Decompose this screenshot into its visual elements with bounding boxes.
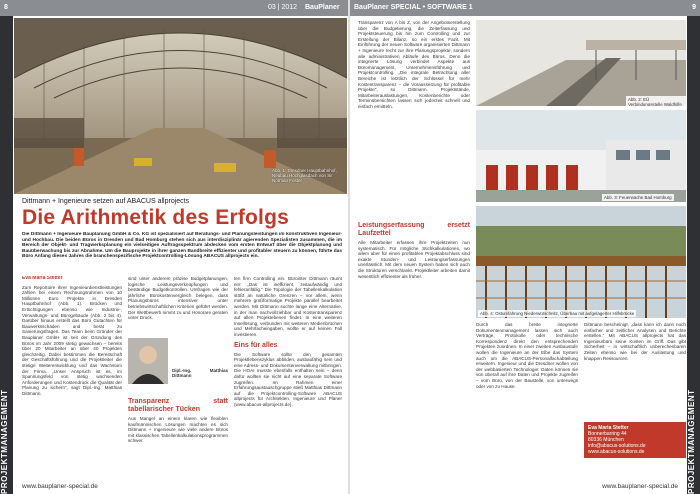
- portrait-photo: [128, 338, 168, 384]
- author-name: Eva Maria Stetter: [22, 276, 63, 281]
- right-column-1b: [358, 222, 470, 480]
- left-footer-url: www.bauplaner-special.de: [22, 483, 98, 490]
- portrait-caption: Dipl.-Ing. Matthias Dittmann: [172, 368, 228, 378]
- left-section-strip: [0, 16, 13, 494]
- left-section-label: PROJEKTMANAGEMENT: [0, 389, 9, 494]
- left-footer: [0, 480, 348, 494]
- subhead-leistungserfassung: Leistungserfassung ersetzt Laufzettel: [358, 222, 470, 237]
- left-column-3-text: ten firm Controlling ein. Bürointer Dittmann räumt ein: „Das ist ineffizient, zeitaufwändig und fehleranfällig.“ Die Topologie der Tabellenkalkulation stößt an natürliche Grenzen – vor allem, wenn mehrere großformatige Projekte parallel bearbeitet werden. Mit Dittmann suchte lange eine Alternative, in der man nachvollziehbar und Kostentransparenz auf allen Projektebenen findet. In eine weiteren Insellösung, verbunden mit weiteren Medienbrüchen und Mehrfacheingaben, wollte er auf keinen Fall investieren.: [234, 276, 342, 337]
- firestation-photo: [476, 110, 686, 202]
- contact-email[interactable]: info@abacus-solutions.de: [588, 443, 646, 449]
- right-footer: [350, 480, 700, 494]
- construction-photo-caption: Abb. 4: Ostumfahrung Niederwürschnitz, Überbau mit aufgelagerter Hilfsbrücke: [480, 311, 635, 316]
- left-issue: 03 | 2012: [268, 4, 298, 11]
- construction-photo: [476, 206, 686, 318]
- firestation-illustration: [476, 110, 686, 202]
- bridge-illustration: [476, 20, 686, 106]
- left-page: [0, 0, 348, 494]
- subhead-eins-fuer-alles: Eins für alles: [234, 341, 278, 349]
- station-photo-caption: Abb. 1: Dresdner Hauptbahnhof, Neubau Hochglasdach von Sir Norman Foster: [272, 168, 337, 183]
- portrait-block: [128, 338, 228, 394]
- right-footer-url: www.bauplaner-special.de: [602, 483, 678, 490]
- left-page-number: 8: [4, 4, 8, 11]
- right-column-1: [358, 20, 470, 220]
- left-column-3: [234, 276, 342, 480]
- right-column-3: [584, 322, 686, 372]
- left-column-3b-text: Die Software sollte den gesamten Projektlebenszyklus abbilden, ausbaufähig sein und eine Adress- und Dokumentenverwaltung mitbringen. Die HOAI musste ebenfalls enthalten sein – denn dafür wollten sie nicht auf eine separate Software zugreifen. Im Rahmen einer Erfahrungsaustauschgruppe stieß Matthias Dittmann auf die Projektcontrolling-Software ABACUS allprojects für Architekten, Ingenieure und Planer (www.abacus-allprojects.de).: [234, 351, 342, 407]
- article-kicker: Dittmann + Ingenieure setzen auf ABACUS allprojects: [22, 198, 190, 205]
- right-page-number: 9: [692, 4, 696, 11]
- article-headline: Die Arithmetik des Erfolgs: [22, 206, 289, 229]
- right-column-1-text: Transparenz von A bis Z, von der Angebotserstellung über die Budgetierung, die Zeiterfassung und Projektsteuerung bis hin zum Controlling und zur Erstellung der Bilanz, so ein erstes Fazit. Mit Einführung der neuen Software organisierten Dittmann + Ingenieure recht zur ihre Planungsprojekte, sondern alle administrativen Abläufe des Büros. Denn die integrierte Lösung verbindet Aspekte aus Büromanagement, Unternehmensführung und Projektcontrolling. „Die integrale Betrachtung aller Bereiche ist letztlich der Schlüssel für mehr Kostentransparenz – die Voraussetzung für profitable Projekte“, so Dittmann. Projektstände, Mitarbeiterauslastungen, Kostenberichte oder Terminübersichten lassen sich jederzeit schnell und einfach ermitteln.: [358, 20, 470, 109]
- left-magazine-name: BauPlaner: [305, 4, 340, 11]
- subhead-transparenz: Transparenz statt tabellarischer Tücken: [128, 398, 228, 413]
- left-top-bar: [0, 0, 348, 16]
- contact-box: [584, 422, 686, 458]
- article-lead: Die Dittmann + Ingenieure Bauplanung GmbH & Co. KG ist spezialisiert auf Beratungs- und Planungsleistungen im konstruktiven Ingenieur- und Hochbau. Die beiden Büros in Dresden und Bad Homburg stehen sich aus interdisziplinär agierenden Spezialisten zusammen, die im Bereich der Objekt- und Tragwerksplanung ein vielseitiges Auftragsspektrum abdecken vom ersten Entwurf über die Objektplanung und Bauüberwachung bis zur Abnahme. Um die Bauprojekte in ihrer ganzen Bandbreite effizienter und profitabler steuern zu können, führte das Büro Anfang dieses Jahres die branchenspezifische Projektcontrolling-Lösung ABACUS allprojects ein.: [22, 232, 342, 260]
- contact-street: Bonnerbarring 44: [588, 431, 627, 437]
- contact-city: 80336 München: [588, 437, 624, 443]
- firestation-photo-caption: Abb. 3: Feuerwache Bad Homburg: [604, 195, 672, 200]
- right-magazine-name: BauPlaner SPECIAL • SOFTWARE 1: [354, 4, 473, 11]
- left-column-1: [22, 276, 122, 480]
- left-column-2b-text: Aus Mangel an einem klaren wie flexiblen kaufmännischen Lösungen machten es sich Dittmann + Ingenieure wie viele andere Büros mit klassischen Tabellenkalkulationsprogrammen schwer.: [128, 416, 228, 444]
- station-photo: [14, 18, 347, 194]
- construction-illustration: [476, 206, 686, 318]
- bridge-photo: [476, 20, 686, 106]
- right-top-bar: [350, 0, 700, 16]
- right-page: [350, 0, 700, 494]
- left-column-1-text: Zum Reportoire ihrer Ingenieurdienstleistungen zählen bei einem Rechnungsrahmen von 10 Millionen Euro Projekte in Dresden Hauptbahnhof (Abb. 1). Brücken und Ertüchtigungen ebenso wie Industrie-, Verwaltungs- und Bürogebäude (Abb. 2 bis 4). Darüber hinaus erstellt das Büro Gutachten für Bauwerksschäden und berät zu Sanierungsfragen. Das Team beim Gründer der Bauplaner GmbH ist seit der Gründung des Büros im Jahr 2009 stetig gewachsen – bereits über 20 Mitarbeiter an über 40 Projekten gleichzeitig. Dabei bestimmen die Bereitschaft der Geschäftsführung und die Projektleiter die stetige Weiterentwicklung und das Wachstum der Firma. „Unser Anspruch ist es, im Spannungsfeld von stetig wachsenden Anforderungen und Kostendruck die Qualität der Planung zu sichern“, sagt Dipl.-Ing. Matthias Dittmann.: [22, 284, 122, 396]
- contact-web[interactable]: www.abacus-solutions.de: [588, 449, 645, 455]
- right-section-label: PROJEKTMANAGEMENT: [687, 389, 696, 494]
- left-column-2-text: sind unter anderem präzise Budgetplanungen, logische Leistungsverknüpfungen und beständige Budgetkontrollen. Umfragen wie der jährliche Bürokostenvergleich belegen, dass Planungsbüros intensiver unter betriebswirtschaftlichen Kriterien geführt werden. Der Wettbewerb nimmt zu und Honorare geraten unter Druck.: [128, 276, 228, 321]
- left-column-2: [128, 276, 228, 480]
- right-column-1b-text: Alle Mitarbeiter erfassen ihre Projektzeiten nun systematisch. Für mögliche Stichkalkulationen, wo allem aber für einen profitablen Projektabschluss sind exakte Stunden- und Leistungserfassungen unerlässlich. Mit dem neuen System haben sich auch die Strukturen verschlankt. Projektleiter arbeiten damit wesentlich effizienter als früher.: [358, 240, 470, 279]
- right-column-3-text: Dittmann bescheinigt, „dass kann ich dann noch einfacher und zeitlicher Analysen und Berichte erstellen.“ Mit ABACUS allprojects hat das Ingenieurbüro seine Kosten im Griff. Das gibt Sicherheit – in wirtschaftlich unberechenbaren Zeiten ebenso wie bei der Auslastung und knappen Ressourcen.: [584, 322, 686, 361]
- contact-name: Eva Maria Stetter: [588, 425, 629, 431]
- right-column-2: [476, 322, 578, 480]
- right-section-strip: [687, 16, 700, 494]
- bridge-photo-caption: Abb. 2: EÜ Verbindungsstelle Waldhilfe: [626, 96, 686, 106]
- right-column-2-text: Durch das breite integrierte Dokumentenmanagement lassen sich auch Verträge, Protokolle oder technische Korrespondenz direkt den entsprechenden Projekten zuordnen. In einer zweiten Ausbaustufe wollen die Ingenieure an der Elbe das System auch um die ABACUS-Personalfachabteilung erweitern. Ingenieur und die Dresdner wollen von der webbasierten Technologie: Daten können sie von überall auf ihre Daten und Projekte zugreifen – vom Büro, von der Baustelle, von unterwegs oder von zu Hause.: [476, 322, 578, 389]
